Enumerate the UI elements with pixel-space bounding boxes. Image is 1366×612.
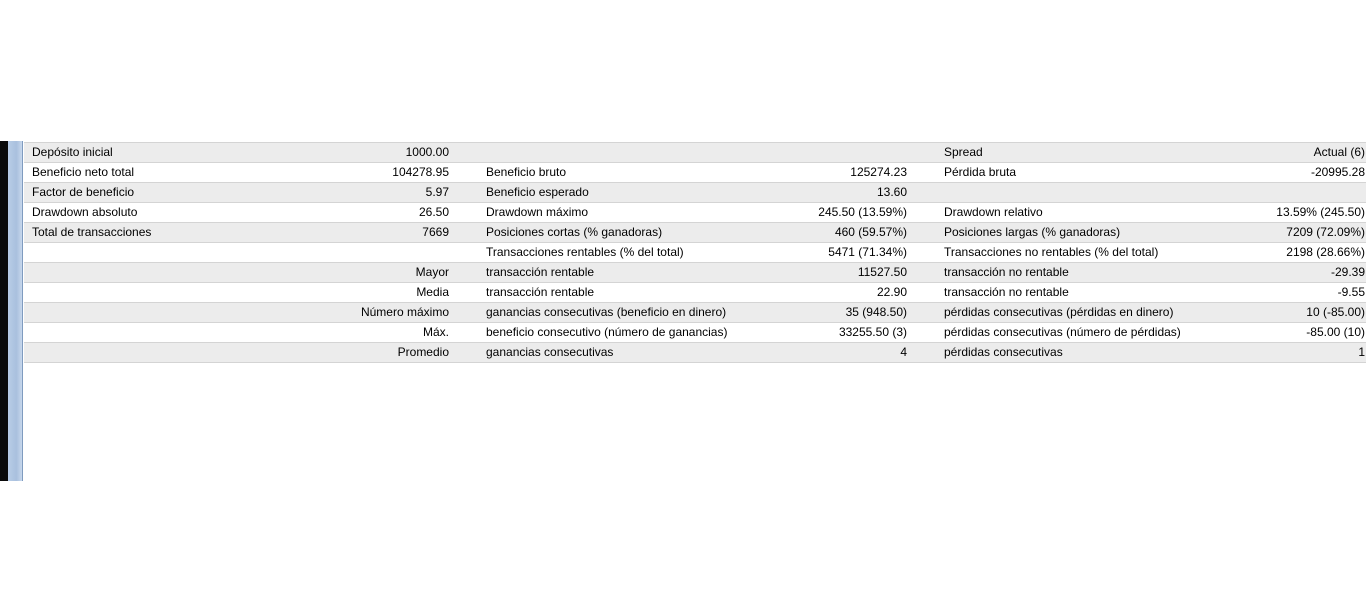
value-expected-payoff: 13.60 [876,185,907,199]
value-gross-profit: 125274.23 [850,165,907,179]
value-largest-profit-trade: 11527.50 [857,265,907,279]
value-long-positions: 7209 (72.09%) [1286,225,1365,239]
value-relative-drawdown: 13.59% (245.50) [1276,205,1365,219]
label-short-positions: Posiciones cortas (% ganadoras) [486,225,663,239]
value-consecutive-wins: 4 [900,345,907,359]
label-expected-payoff: Beneficio esperado [486,185,589,199]
label-maximal: Máx. [422,325,449,339]
label-profit-trades: Transacciones rentables (% del total) [486,245,684,259]
label-profit-factor: Factor de beneficio [32,185,135,199]
value-consecutive-profit-count: 33255.50 (3) [838,325,907,339]
report-row-initial-deposit [24,142,1366,163]
value-maximal-drawdown: 245.50 (13.59%) [818,205,907,219]
report-row-profit-trades [24,243,1366,263]
label-largest-loss-trade: transacción no rentable [944,265,1069,279]
label-largest-profit-trade: transacción rentable [486,265,595,279]
label-average: Media [416,285,449,299]
label-average-profit-trade: transacción rentable [486,285,595,299]
label-gross-loss: Pérdida bruta [944,165,1017,179]
left-side-panel[interactable] [8,141,23,481]
report-row-maximum-number [24,303,1366,323]
strategy-tester-report-window [0,141,1366,481]
report-row-profit-factor [24,183,1366,203]
value-consecutive-wins-money: 35 (948.50) [845,305,907,319]
value-consecutive-losses-money: 10 (-85.00) [1306,305,1365,319]
label-relative-drawdown: Drawdown relativo [944,205,1043,219]
label-total-net-profit: Beneficio neto total [32,165,135,179]
value-empty [32,243,449,262]
value-loss-trades: 2198 (28.66%) [1286,245,1365,259]
label-long-positions: Posiciones largas (% ganadoras) [944,225,1121,239]
report-row-largest [24,263,1366,283]
value-empty [584,143,907,162]
value-short-positions: 460 (59.57%) [834,225,907,239]
value-profit-factor: 5.97 [425,185,449,199]
value-average-loss-trade: -9.55 [1337,285,1365,299]
value-gross-loss: -20995.28 [1310,165,1365,179]
value-total-net-profit: 104278.95 [392,165,449,179]
label-consecutive-losses: pérdidas consecutivas [944,345,1063,359]
label-average-loss-trade: transacción no rentable [944,285,1069,299]
value-absolute-drawdown: 26.50 [418,205,449,219]
value-largest-loss-trade: -29.39 [1330,265,1365,279]
label-consecutive-wins-money: ganancias consecutivas (beneficio en dinero) [486,305,727,319]
label-absolute-drawdown: Drawdown absoluto [32,205,138,219]
label-initial-deposit: Depósito inicial [32,145,113,159]
report-row-average-consecutive [24,343,1366,363]
label-loss-trades: Transacciones no rentables (% del total) [944,245,1159,259]
label-maximum-number: Número máximo [360,305,449,319]
value-average-profit-trade: 22.90 [876,285,907,299]
report-row-maximal [24,323,1366,343]
value-total-trades: 7669 [422,225,449,239]
label-gross-profit: Beneficio bruto [486,165,567,179]
label-total-trades: Total de transacciones [32,225,152,239]
label-spread: Spread [944,145,983,159]
report-row-drawdown [24,203,1366,223]
report-row-net-profit [24,163,1366,183]
value-profit-trades: 5471 (71.34%) [828,245,907,259]
value-consecutive-losses: 1 [1358,345,1365,359]
report-row-total-trades [24,223,1366,243]
label-average-consecutive: Promedio [397,345,449,359]
label-consecutive-losses-money: pérdidas consecutivas (pérdidas en dinero) [944,305,1174,319]
left-dark-strip [0,141,8,481]
report-row-average [24,283,1366,303]
value-initial-deposit: 1000.00 [405,145,449,159]
label-consecutive-profit-count: beneficio consecutivo (número de ganancias) [486,325,728,339]
value-spread: Actual (6) [1313,145,1365,159]
value-empty [1064,183,1365,202]
report-table [24,142,1366,363]
label-largest: Mayor [415,265,449,279]
label-consecutive-loss-count: pérdidas consecutivas (número de pérdidas) [944,325,1181,339]
label-consecutive-wins: ganancias consecutivas [486,345,614,359]
label-maximal-drawdown: Drawdown máximo [486,205,589,219]
value-consecutive-loss-count: -85.00 (10) [1306,325,1365,339]
